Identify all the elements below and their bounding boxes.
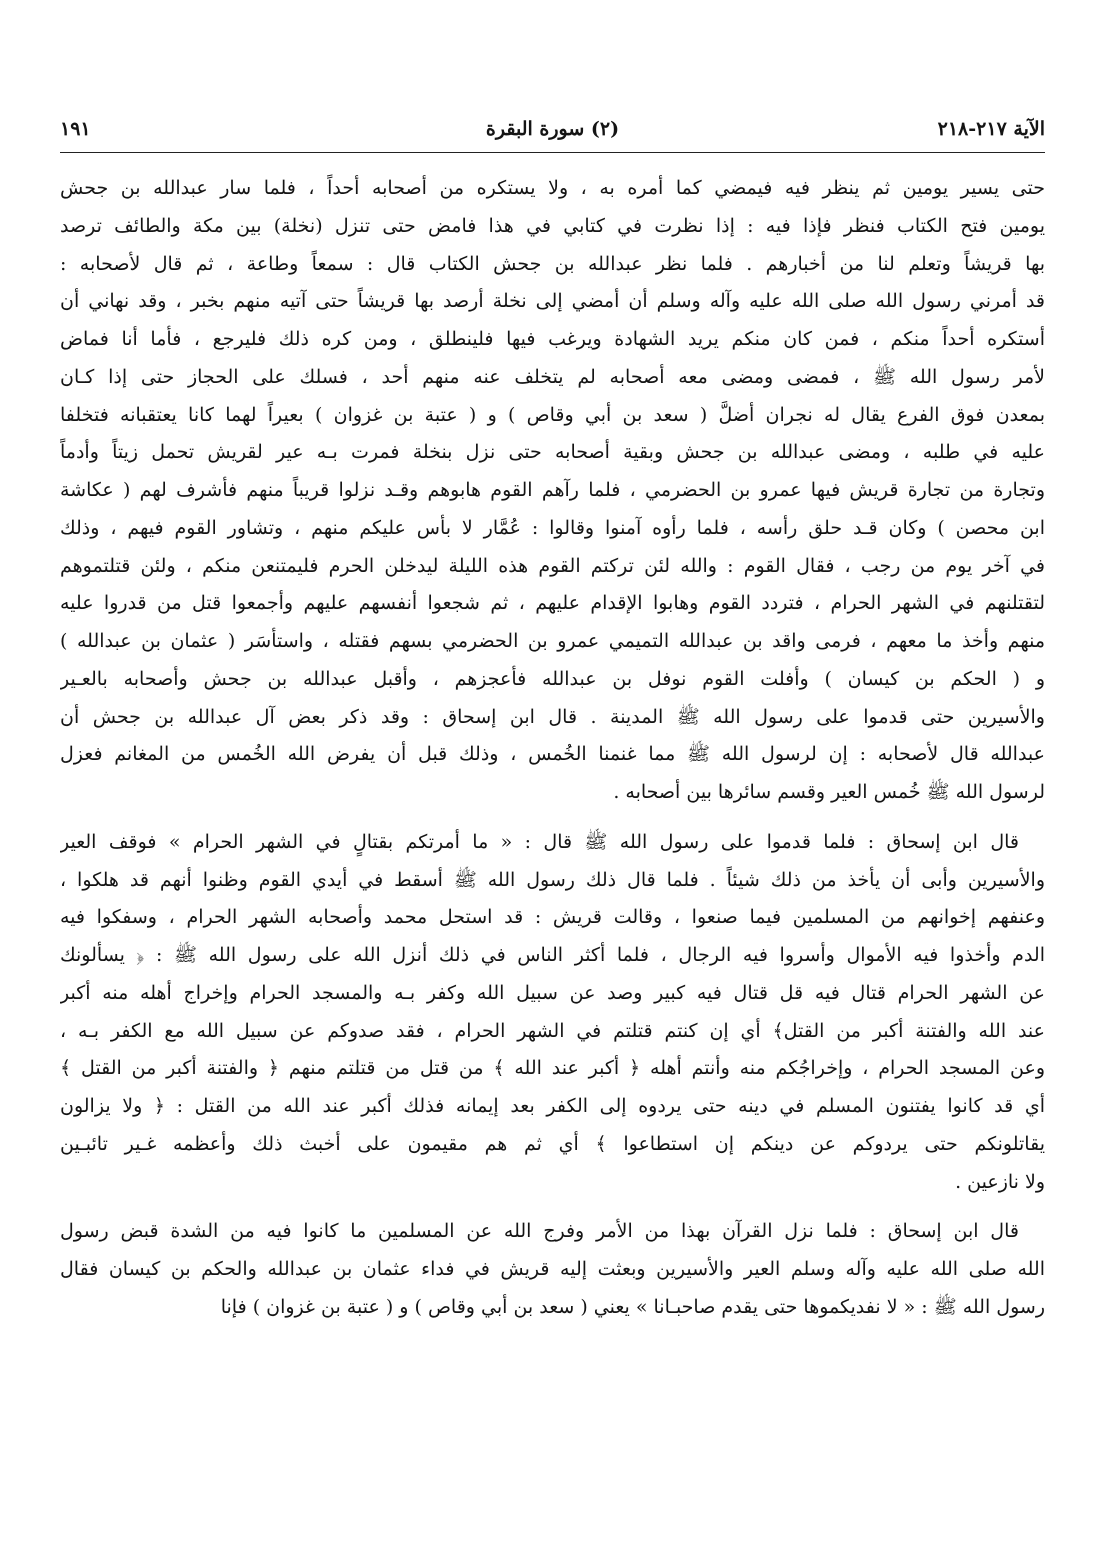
text-line: قال ابن إسحاق : فلما قدموا على رسول الله ﷺ قال : « ما أمرتكم بقتالٍ في الشهر الحرام » فوقف العير xyxy=(60,830,1019,853)
text-line: قد أمرني رسول الله صلى الله عليه وآله وسلم أن أمضي إلى نخلة أرصد بها قريشاً حتى آتيه منهم بخبر ، وقد نهاني أن xyxy=(60,290,1045,313)
paragraph-gap xyxy=(60,1201,1045,1213)
text-line: عند الله والفتنة أكبر من القتل﴾ أي إن كنتم قتلتم في الشهر الحرام ، فقد صدوكم عن سبيل الله مع الكفر بـه ، xyxy=(60,1019,1045,1042)
surah-title: (٢) سورة البقرة xyxy=(485,118,620,140)
text-line: قال ابن إسحاق : فلما نزل القرآن بهذا من الأمر وفرج الله عن المسلمين ما كانوا فيه من الشدة قبض رسول xyxy=(60,1220,1019,1243)
text-line: بها قريشاً وتعلم لنا من أخبارهم . فلما نظر عبدالله بن جحش الكتاب قال : سمعاً وطاعة ، ثم قال لأصحابه : xyxy=(60,252,1045,275)
page-number: ١٩١ xyxy=(60,118,91,140)
text-line: الله صلى الله عليه وآله وسلم العير والأسيرين وبعثت إليه قريش في فداء عثمان بن عبدالله والحكم بن كيسان فقال xyxy=(60,1258,1045,1280)
text-line: أستكره أحداً منكم ، فمن كان منكم يريد الشهادة ويرغب فيها فلينطلق ، ومن كره ذلك فليرجع ، فأما أنا فماض xyxy=(60,328,1045,350)
text-line: لأمر رسول الله ﷺ ، فمضى ومضى معه أصحابه لم يتخلف عنه منهم أحد ، فسلك على الحجاز حتى إذا كـان xyxy=(60,365,1045,388)
text-line: بمعدن فوق الفرع يقال له نجران أضلَّ ( سعد بن أبي وقاص ) و ( عتبة بن غزوان ) بعيراً لهما كانا يعتقبانه فتخلفا xyxy=(60,403,1045,426)
text-line: في آخر يوم من رجب ، فقال القوم : والله لئن تركتم القوم هذه الليلة ليدخلن الحرم فليمتنعن منكم ، ولئن قتلتموهم xyxy=(60,554,1045,577)
text-line: يقاتلونكم حتى يردوكم عن دينكم إن استطاعوا ﴾ أي ثم هم مقيمون على أخبث ذلك وأعظمه غـير تائبـين xyxy=(60,1132,1045,1155)
text-line: وعنفهم إخوانهم من المسلمين فيما صنعوا ، وقالت قريش : قد استحل محمد وأصحابه الشهر الحرام ، وسفكوا فيه xyxy=(60,906,1045,929)
text-line: عن الشهر الحرام قتال فيه قل قتال فيه كبير وصد عن سبيل الله وكفر بـه والمسجد الحرام وإخراج أهله منه أكبر xyxy=(60,981,1045,1004)
text-line: عبدالله قال لأصحابه : إن لرسول الله ﷺ مما غنمنا الخُمس ، وذلك قبل أن يفرض الله الخُمس من المغانم فعزل xyxy=(60,743,1045,766)
text-line: عليه في طلبه ، ومضى عبدالله بن جحش وبقية أصحابه حتى نزل بنخلة فمرت بـه عير لقريش تحمل زيتاً وأدماً xyxy=(60,441,1045,464)
text-line: رسول الله ﷺ : « لا نفديكموها حتى يقدم صاحبـانا » يعني ( سعد بن أبي وقاص ) و ( عتبة بن غزوان ) فإنا xyxy=(220,1295,1045,1318)
text-line: وتجارة من تجارة قريش فيها عمرو بن الحضرمي ، فلما رآهم القوم هابوهم وقـد نزلوا قريباً منهم فأشرف لهم ( عكاشة xyxy=(60,479,1045,501)
text-line: وعن المسجد الحرام ، وإخراجُكم منه وأنتم أهله ﴿ أكبر عند الله ﴾ من قتل من قتلتم منهم ﴿ والفتنة أكبر من القتل ﴾ xyxy=(60,1057,1045,1080)
verse-range-label: الآية ٢١٧-٢١٨ xyxy=(937,118,1045,140)
text-line: يومين فتح الكتاب فنظر فإذا فيه : إذا نظرت في كتابي في هذا فامض حتى تنزل (نخلة) بين مكة والطائف ترصد xyxy=(60,214,1045,237)
text-line: ابن محصن ) وكان قـد حلق رأسه ، فلما رأوه آمنوا وقالوا : عُمَّار لا بأس عليكم منهم ، وتشاور القوم فيهم ، وذلك xyxy=(60,516,1045,539)
text-line: الدم وأخذوا فيه الأموال وأسروا فيه الرجال ، فلما أكثر الناس في ذلك أنزل الله على رسول الله ﷺ : ﴿ يسألونك xyxy=(60,944,1045,966)
text-line: منهم وأخذ ما معهم ، فرمى واقد بن عبدالله التميمي عمرو بن الحضرمي بسهم فقتله ، واستأسَر ( عثمان بن عبدالله ) xyxy=(60,630,1045,652)
text-line: لرسول الله ﷺ خُمس العير وقسم سائرها بين أصحابه . xyxy=(613,781,1045,803)
header-divider xyxy=(60,152,1045,153)
text-line: ولا نازعين . xyxy=(955,1170,1045,1193)
text-line: أي قد كانوا يفتنون المسلم في دينه حتى يردوه إلى الكفر بعد إيمانه فذلك أكبر عند الله من القتل : ﴿ ولا يزالون xyxy=(60,1095,1045,1117)
text-line: و ( الحكم بن كيسان ) وأفلت القوم نوفل بن عبدالله فأعجزهم ، وأقبل عبدالله بن جحش وأصحابه بالعـير xyxy=(60,667,1045,690)
text-line: حتى يسير يومين ثم ينظر فيه فيمضي كما أمره به ، ولا يستكره من أصحابه أحداً ، فلما سار عبدالله بن جحش xyxy=(60,177,1045,199)
paragraph-gap xyxy=(60,812,1045,824)
text-line: والأسيرين حتى قدموا على رسول الله ﷺ المدينة . قال ابن إسحاق : وقد ذكر بعض آل عبدالله بن جحش أن xyxy=(60,705,1045,728)
text-line: لتقتلنهم في الشهر الحرام ، فتردد القوم وهابوا الإقدام عليهم ، ثم شجعوا أنفسهم عليهم وأجمعوا قتل من قدروا عليه xyxy=(60,592,1045,615)
page-body xyxy=(60,170,1045,1327)
text-line: والأسيرين وأبى أن يأخذ من ذلك شيئاً . فلما قال ذلك رسول الله ﷺ أسقط في أيدي القوم وظنوا أنهم قد هلكوا ، xyxy=(60,868,1045,891)
page-header xyxy=(60,118,1045,148)
